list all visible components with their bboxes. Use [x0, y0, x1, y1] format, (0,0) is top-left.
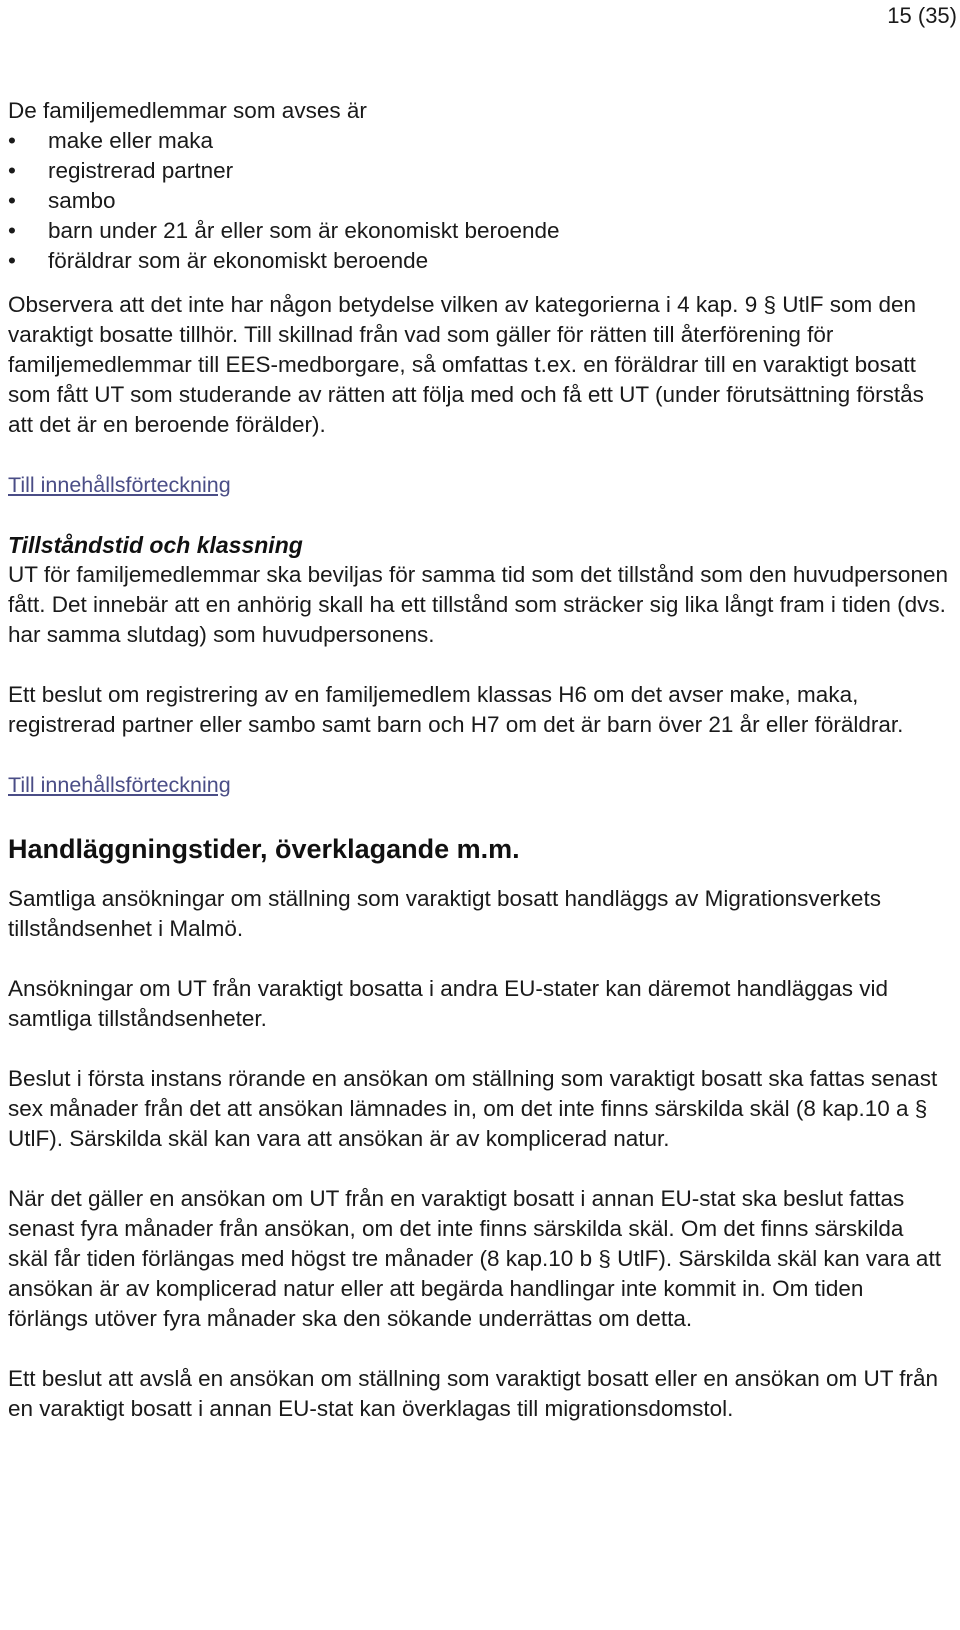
page-number: 15 (35) — [887, 3, 957, 28]
handling-paragraph: När det gäller en ansökan om UT från en varaktigt bosatt i annan EU-stat ska beslut fattas senast fyra månader från ansökan, om det inte finns särskilda skäl. Om det finns särskilda skäl får tiden förlängas med högst tre månader (8 kap.10 b § UtlF). Särskilda skäl kan vara att ansökan är av komplicerad natur eller att begärda handlingar inte kommit in. Om tiden förlängs utöver fyra månader ska den sökande underrättas om detta. — [8, 1186, 941, 1331]
list-item-label: barn under 21 år eller som är ekonomiskt beroende — [48, 218, 560, 243]
list-item-label: föräldrar som är ekonomiskt beroende — [48, 248, 429, 273]
toc-link[interactable]: Till innehållsförteckning — [8, 773, 231, 797]
handling-paragraph: Samtliga ansökningar om ställning som varaktigt bosatt handläggs av Migrationsverkets tillståndsenhet i Malmö. — [8, 886, 881, 941]
toc-link[interactable]: Till innehållsförteckning — [8, 473, 231, 497]
handling-paragraph: Beslut i första instans rörande en ansökan om ställning som varaktigt bosatt ska fattas senast sex månader från det att ansökan lämnades in, om det inte finns särskilda skäl (8 kap.10 a § UtlF). Särskilda skäl kan vara att ansökan är av komplicerad natur. — [8, 1066, 938, 1151]
list-item — [8, 186, 948, 216]
permit-paragraph: Ett beslut om registrering av en familjemedlem klassas H6 om det avser make, maka, registrerad partner eller sambo samt barn och H7 om det är barn över 21 år eller föräldrar. — [8, 682, 904, 737]
list-item — [8, 246, 948, 276]
bullet-icon: • — [8, 218, 16, 243]
bullet-icon: • — [8, 158, 16, 183]
list-item — [8, 126, 948, 156]
list-item — [8, 156, 948, 186]
list-item — [8, 216, 948, 246]
handling-paragraph: Ett beslut att avslå en ansökan om ställning som varaktigt bosatt eller en ansökan om UT från en varaktigt bosatt i annan EU-stat kan överklagas till migrationsdomstol. — [8, 1366, 939, 1421]
list-item-label: sambo — [48, 188, 116, 213]
bullet-icon: • — [8, 128, 16, 153]
list-item-label: make eller maka — [48, 128, 214, 153]
bullet-icon: • — [8, 248, 16, 273]
section-heading-handling: Handläggningstider, överklagande m.m. — [8, 834, 520, 864]
bullet-icon: • — [8, 188, 16, 213]
family-members-list — [8, 126, 948, 276]
handling-paragraph: Ansökningar om UT från varaktigt bosatta i andra EU-stater kan däremot handläggas vid samtliga tillståndsenheter. — [8, 976, 889, 1031]
permit-paragraph: UT för familjemedlemmar ska beviljas för samma tid som det tillstånd som den huvudpersonen fått. Det innebär att en anhörig skall ha ett tillstånd som sträcker sig lika långt fram i tiden (dvs. har samma slutdag) som huvudpersonens. — [8, 562, 948, 647]
family-members-intro: De familjemedlemmar som avses är — [8, 98, 367, 123]
observe-paragraph: Observera att det inte har någon betydelse vilken av kategorierna i 4 kap. 9 § UtlF som den varaktigt bosatte tillhör. Till skillnad från vad som gäller för rätten till återförening för familjemedlemmar till EES-medborgare, så omfattas t.ex. en föräldrar till en varaktigt bosatt som fått UT som studerande av rätten att följa med och få ett UT (under förutsättning förstås att det är en beroende förälder). — [8, 292, 924, 437]
list-item-label: registrerad partner — [48, 158, 234, 183]
document-body — [8, 96, 948, 1454]
section-heading-permit: Tillståndstid och klassning — [8, 532, 303, 558]
